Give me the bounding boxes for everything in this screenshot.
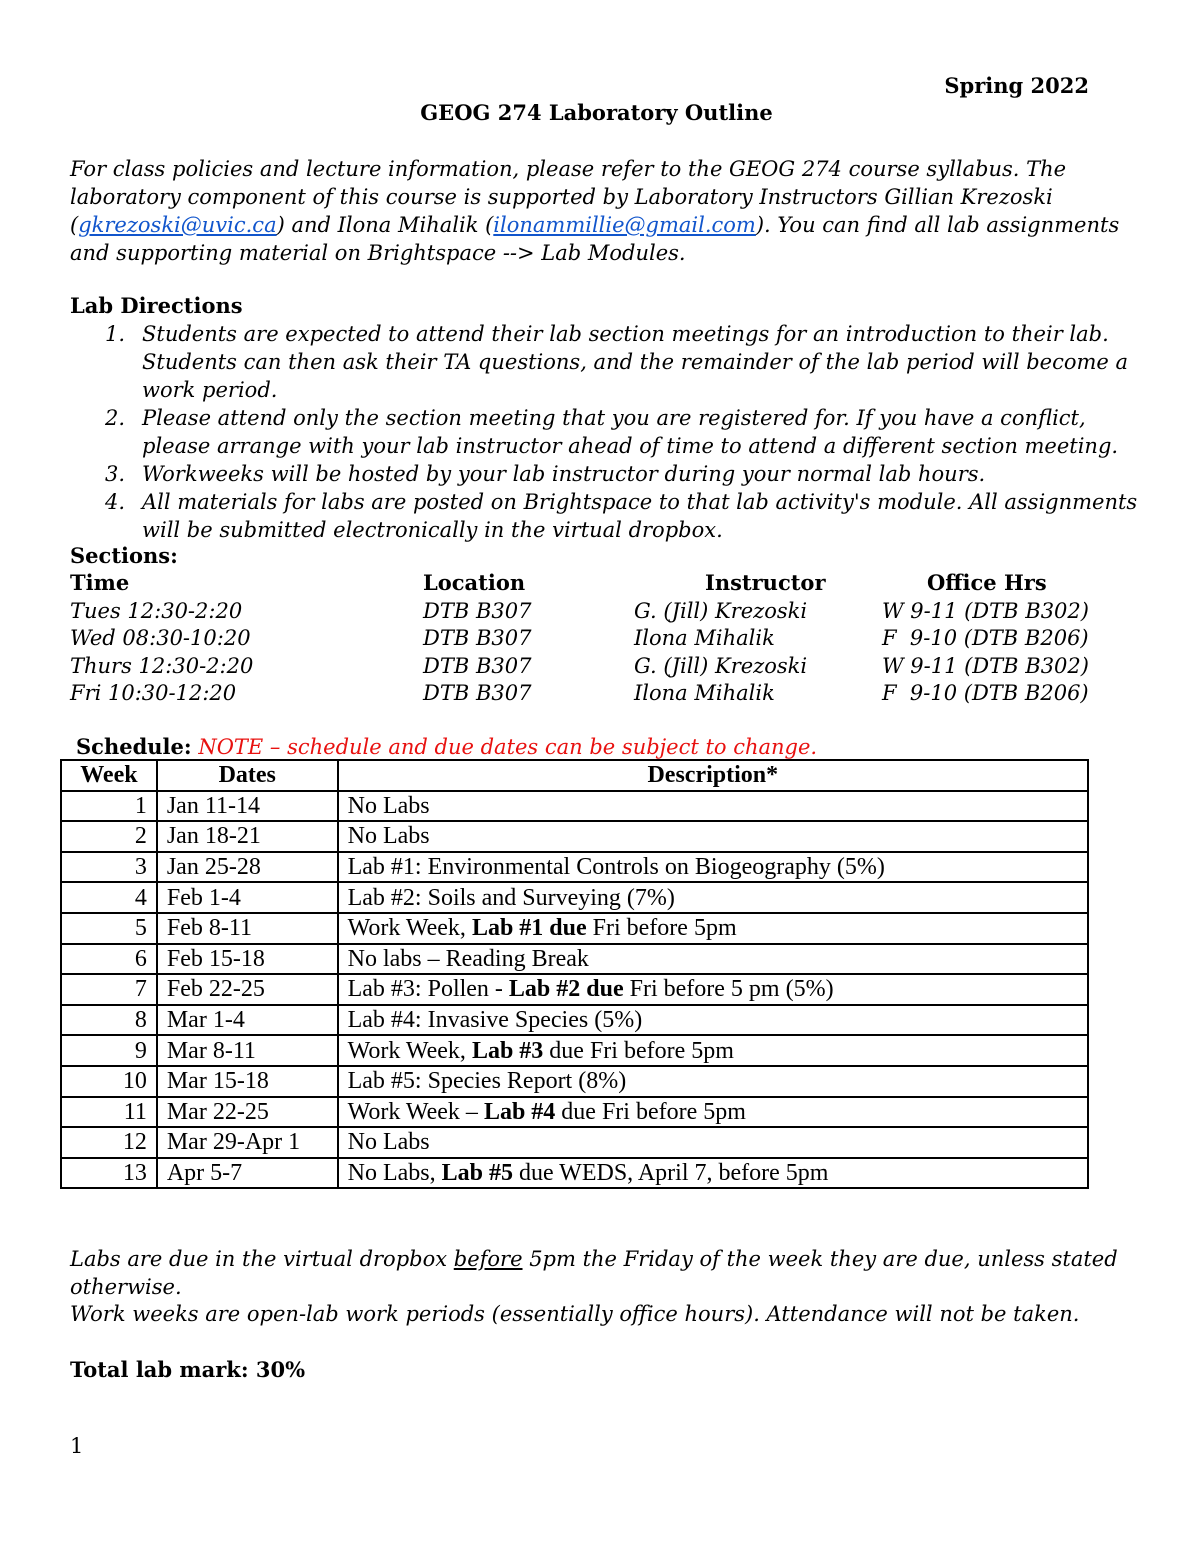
description-text: Lab #5: Species Report (8%) [347, 1068, 627, 1095]
section-instructor: G. (Jill) Krezoski [634, 599, 808, 623]
description-text: No Labs [347, 1129, 430, 1156]
term-label: Spring 2022 [944, 73, 1089, 98]
week-cell: 8 [61, 1005, 157, 1036]
description-cell [338, 913, 1088, 944]
description-text: due Fri before 5pm [555, 1098, 746, 1125]
intro-paragraph [70, 155, 1130, 267]
description-text: No Labs [347, 823, 430, 850]
dates-cell: Mar 22-25 [157, 1097, 338, 1128]
section-row [70, 679, 1140, 707]
list-item-text: Please attend only the section meeting that you are registered for. If you have a conflict, please arrange with your lab instructor ahead of time to attend a different section meeting. [142, 406, 1119, 458]
workweek-note: Work weeks are open-lab work periods (essentially office hours). Attendance will not be taken. [70, 1302, 1080, 1326]
description-cell [338, 1035, 1088, 1066]
week-cell: 5 [61, 913, 157, 944]
week-cell: 11 [61, 1097, 157, 1128]
dates-cell: Apr 5-7 [157, 1158, 338, 1189]
intro-text: ). You can find all lab assignments and supporting material on Brightspace --> Lab Modules. [70, 213, 1120, 265]
due-note-text: Labs are due in the virtual dropbox [70, 1247, 454, 1271]
table-row [61, 1158, 1088, 1189]
section-time: Thurs 12:30-2:20 [70, 654, 254, 678]
week-cell: 13 [61, 1158, 157, 1189]
header-location: Location [423, 570, 526, 595]
header-time: Time [70, 570, 130, 595]
description-text: Work Week, [347, 1037, 472, 1064]
intro-text: For class policies and lecture information, please refer to the GEOG 274 course syllabus. The laboratory component of this course is supported by Laboratory Instructors Gillian Krezoski ( [70, 157, 1067, 237]
table-row [61, 944, 1088, 975]
header-description: Description* [338, 760, 1088, 791]
week-cell: 12 [61, 1127, 157, 1158]
table-row [61, 852, 1088, 883]
schedule-label: Schedule: [76, 734, 192, 759]
description-due: Lab #3 [471, 1037, 544, 1064]
section-row [70, 624, 1140, 652]
section-location: DTB B307 [423, 681, 532, 705]
header-week: Week [61, 760, 157, 791]
schedule-table [60, 759, 1089, 1189]
description-due: Lab #4 [483, 1098, 556, 1125]
list-item [70, 460, 1140, 488]
section-location: DTB B307 [423, 599, 532, 623]
table-row [61, 821, 1088, 852]
description-cell [338, 821, 1088, 852]
description-cell [338, 1097, 1088, 1128]
dates-cell: Mar 15-18 [157, 1066, 338, 1097]
description-text: Lab #1: Environmental Controls on Biogeography (5%) [347, 854, 885, 881]
week-cell: 3 [61, 852, 157, 883]
dates-cell: Mar 29-Apr 1 [157, 1127, 338, 1158]
description-text: Lab #4: Invasive Species (5%) [347, 1007, 643, 1034]
list-number: 2. [105, 406, 126, 430]
page-number: 1 [70, 1434, 84, 1458]
dates-cell: Jan 18-21 [157, 821, 338, 852]
description-text: No Labs [347, 792, 430, 819]
description-text: Work Week, [347, 915, 472, 942]
table-row [61, 1005, 1088, 1036]
sections-heading: Sections: [70, 543, 178, 568]
week-cell: 6 [61, 944, 157, 975]
email-link-krezoski[interactable]: gkrezoski@uvic.ca [78, 213, 277, 237]
week-cell: 4 [61, 882, 157, 913]
week-cell: 1 [61, 791, 157, 822]
intro-text: ) and Ilona Mihalik ( [276, 213, 494, 237]
section-time: Tues 12:30-2:20 [70, 599, 243, 623]
header-instructor: Instructor [705, 570, 826, 595]
week-cell: 9 [61, 1035, 157, 1066]
table-row [61, 1097, 1088, 1128]
dates-cell: Mar 1-4 [157, 1005, 338, 1036]
week-cell: 10 [61, 1066, 157, 1097]
dates-cell: Mar 8-11 [157, 1035, 338, 1066]
description-text: No labs – Reading Break [347, 945, 589, 972]
table-row [61, 1127, 1088, 1158]
description-due: Lab #2 due [508, 976, 624, 1003]
section-row [70, 597, 1140, 625]
table-row [61, 1066, 1088, 1097]
dates-cell: Feb 22-25 [157, 974, 338, 1005]
list-item [70, 488, 1140, 544]
list-item-text: Students are expected to attend their lab section meetings for an introduction to their lab. Students can then ask their TA questions, and the remainder of the lab period will become a work period. [142, 322, 1129, 402]
description-cell [338, 791, 1088, 822]
due-note-emphasis: before [453, 1247, 523, 1271]
section-office-hours: W 9-11 (DTB B302) [882, 599, 1089, 623]
description-cell [338, 1066, 1088, 1097]
description-text: Fri before 5 pm (5%) [623, 976, 834, 1003]
section-time: Fri 10:30-12:20 [70, 681, 237, 705]
table-row [61, 974, 1088, 1005]
description-text: Fri before 5pm [586, 915, 737, 942]
table-row [61, 791, 1088, 822]
section-office-hours: F 9-10 (DTB B206) [882, 626, 1089, 650]
dates-cell: Feb 15-18 [157, 944, 338, 975]
description-text: due Fri before 5pm [543, 1037, 734, 1064]
list-item [70, 320, 1140, 404]
table-row [61, 913, 1088, 944]
lab-directions-heading: Lab Directions [70, 293, 243, 318]
description-text: Lab #2: Soils and Surveying (7%) [347, 884, 675, 911]
total-lab-mark: Total lab mark: 30% [70, 1357, 306, 1382]
section-time: Wed 08:30-10:20 [70, 626, 251, 650]
header-dates: Dates [157, 760, 338, 791]
lab-directions-list [70, 320, 1140, 544]
table-row [61, 882, 1088, 913]
description-cell [338, 944, 1088, 975]
sections-header-row [70, 569, 1140, 597]
description-cell [338, 1158, 1088, 1189]
description-due: Lab #1 due [471, 915, 587, 942]
due-note [70, 1245, 1200, 1301]
dates-cell: Jan 11-14 [157, 791, 338, 822]
description-cell [338, 1127, 1088, 1158]
description-cell [338, 974, 1088, 1005]
section-instructor: Ilona Mihalik [634, 681, 775, 705]
header-office-hours: Office Hrs [927, 570, 1047, 595]
schedule-heading [76, 733, 817, 761]
description-cell [338, 1005, 1088, 1036]
section-row [70, 652, 1140, 680]
section-location: DTB B307 [423, 654, 532, 678]
list-number: 4. [105, 490, 126, 514]
dates-cell: Jan 25-28 [157, 852, 338, 883]
list-item-text: All materials for labs are posted on Brightspace to that lab activity's module. All assignments will be submitted electronically in the virtual dropbox. [142, 490, 1138, 542]
list-number: 1. [105, 322, 126, 346]
dates-cell: Feb 1-4 [157, 882, 338, 913]
section-instructor: G. (Jill) Krezoski [634, 654, 808, 678]
description-cell [338, 882, 1088, 913]
description-text: No Labs, [347, 1160, 442, 1187]
description-cell [338, 852, 1088, 883]
list-item-text: Workweeks will be hosted by your lab instructor during your normal lab hours. [142, 462, 986, 486]
list-item [70, 404, 1140, 460]
email-link-mihalik[interactable]: ilonammillie@gmail.com [493, 213, 756, 237]
section-location: DTB B307 [423, 626, 532, 650]
description-text: Lab #3: Pollen - [347, 976, 509, 1003]
section-office-hours: W 9-11 (DTB B302) [882, 654, 1089, 678]
description-text: Work Week – [347, 1098, 484, 1125]
week-cell: 2 [61, 821, 157, 852]
table-row [61, 1035, 1088, 1066]
description-due: Lab #5 [441, 1160, 513, 1187]
due-note-text: 5pm the Friday of the week they are due, unless stated otherwise. [70, 1247, 1118, 1299]
section-instructor: Ilona Mihalik [634, 626, 775, 650]
list-number: 3. [105, 462, 126, 486]
dates-cell: Feb 8-11 [157, 913, 338, 944]
section-office-hours: F 9-10 (DTB B206) [882, 681, 1089, 705]
description-text: due WEDS, April 7, before 5pm [512, 1160, 829, 1187]
page-title: GEOG 274 Laboratory Outline [420, 100, 773, 125]
schedule-header-row [61, 760, 1088, 791]
schedule-note: NOTE – schedule and due dates can be subject to change. [198, 735, 818, 759]
week-cell: 7 [61, 974, 157, 1005]
